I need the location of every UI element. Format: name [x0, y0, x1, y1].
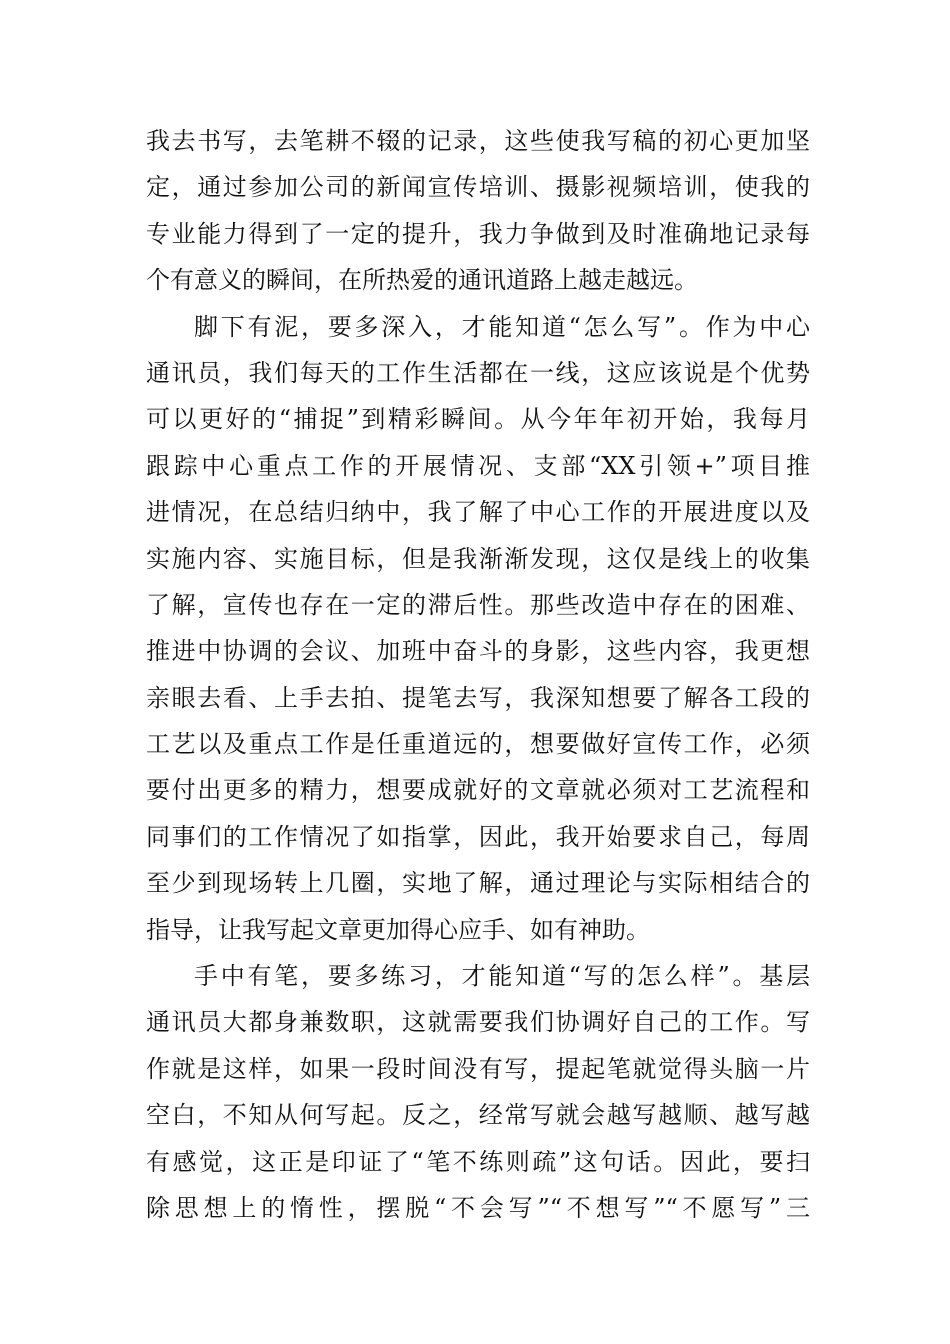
paragraph-2-line-2: 通讯员，我们每天的工作生活都在一线，这应该说是个优势 [146, 358, 810, 387]
paragraph-2-line-9: 亲眼去看、上手去拍、提笔去写，我深知想要了解各工段的 [146, 683, 810, 712]
paragraph-2-line-1: 脚下有泥，要多深入，才能知道“怎么写”。作为中心 [194, 312, 810, 341]
paragraph-1-line-1: 我去书写，去笔耕不辍的记录，这些使我写稿的初心更加坚 [146, 127, 810, 155]
paragraph-2-line-7: 了解，宣传也存在一定的滞后性。那些改造中存在的困难、 [146, 590, 810, 619]
paragraph-3-line-2: 通讯员大都身兼数职，这就需要我们协调好自己的工作。写 [146, 1008, 810, 1037]
paragraph-2-line-13: 至少到现场转上几圈，实地了解，通过理论与实际相结合的 [146, 869, 810, 898]
paragraph-3-line-1: 手中有笔，要多练习，才能知道“写的怎么样”。基层 [194, 962, 810, 991]
paragraph-3-line-3: 作就是这样，如果一段时间没有写，提起笔就觉得头脑一片 [146, 1054, 810, 1083]
paragraph-2-line-12: 同事们的工作情况了如指掌，因此，我开始要求自己，每周 [146, 822, 810, 851]
body-text [146, 118, 810, 1231]
paragraph-2-line-5: 进情况，在总结归纳中，我了解了中心工作的开展进度以及 [146, 498, 810, 527]
paragraph-2-line-8: 推进中协调的会议、加班中奋斗的身影，这些内容，我更想 [146, 637, 810, 666]
paragraph-2-line-11: 要付出更多的精力，想要成就好的文章就必须对工艺流程和 [146, 776, 810, 805]
paragraph-2-line-10: 工艺以及重点工作是任重道远的，想要做好宣传工作，必须 [146, 730, 810, 759]
paragraph-2-line-4: 跟踪中心重点工作的开展情况、支部“XX引领+”项目推 [146, 451, 810, 480]
paragraph-2-line-3: 可以更好的“捕捉”到精彩瞬间。从今年年初开始，我每月 [146, 405, 810, 434]
paragraph-2-line-6: 实施内容、实施目标，但是我渐渐发现，这仅是线上的收集 [146, 544, 810, 573]
paragraph-1-line-4: 个有意义的瞬间，在所热爱的通讯道路上越走越远。 [146, 266, 698, 295]
paragraph-1-line-3: 专业能力得到了一定的提升，我力争做到及时准确地记录每 [146, 219, 810, 248]
paragraph-2-line-14: 指导，让我写起文章更加得心应手、如有神助。 [146, 915, 650, 944]
paragraph-3-line-6: 除思想上的惰性，摆脱“不会写”“不想写”“不愿写”三 [146, 1193, 810, 1222]
paragraph-1-line-2: 定，通过参加公司的新闻宣传培训、摄影视频培训，使我的 [146, 173, 810, 202]
paragraph-3-line-5: 有感觉，这正是印证了“笔不练则疏”这句话。因此，要扫 [146, 1147, 810, 1176]
paragraph-3-line-4: 空白，不知从何写起。反之，经常写就会越写越顺、越写越 [146, 1101, 810, 1130]
